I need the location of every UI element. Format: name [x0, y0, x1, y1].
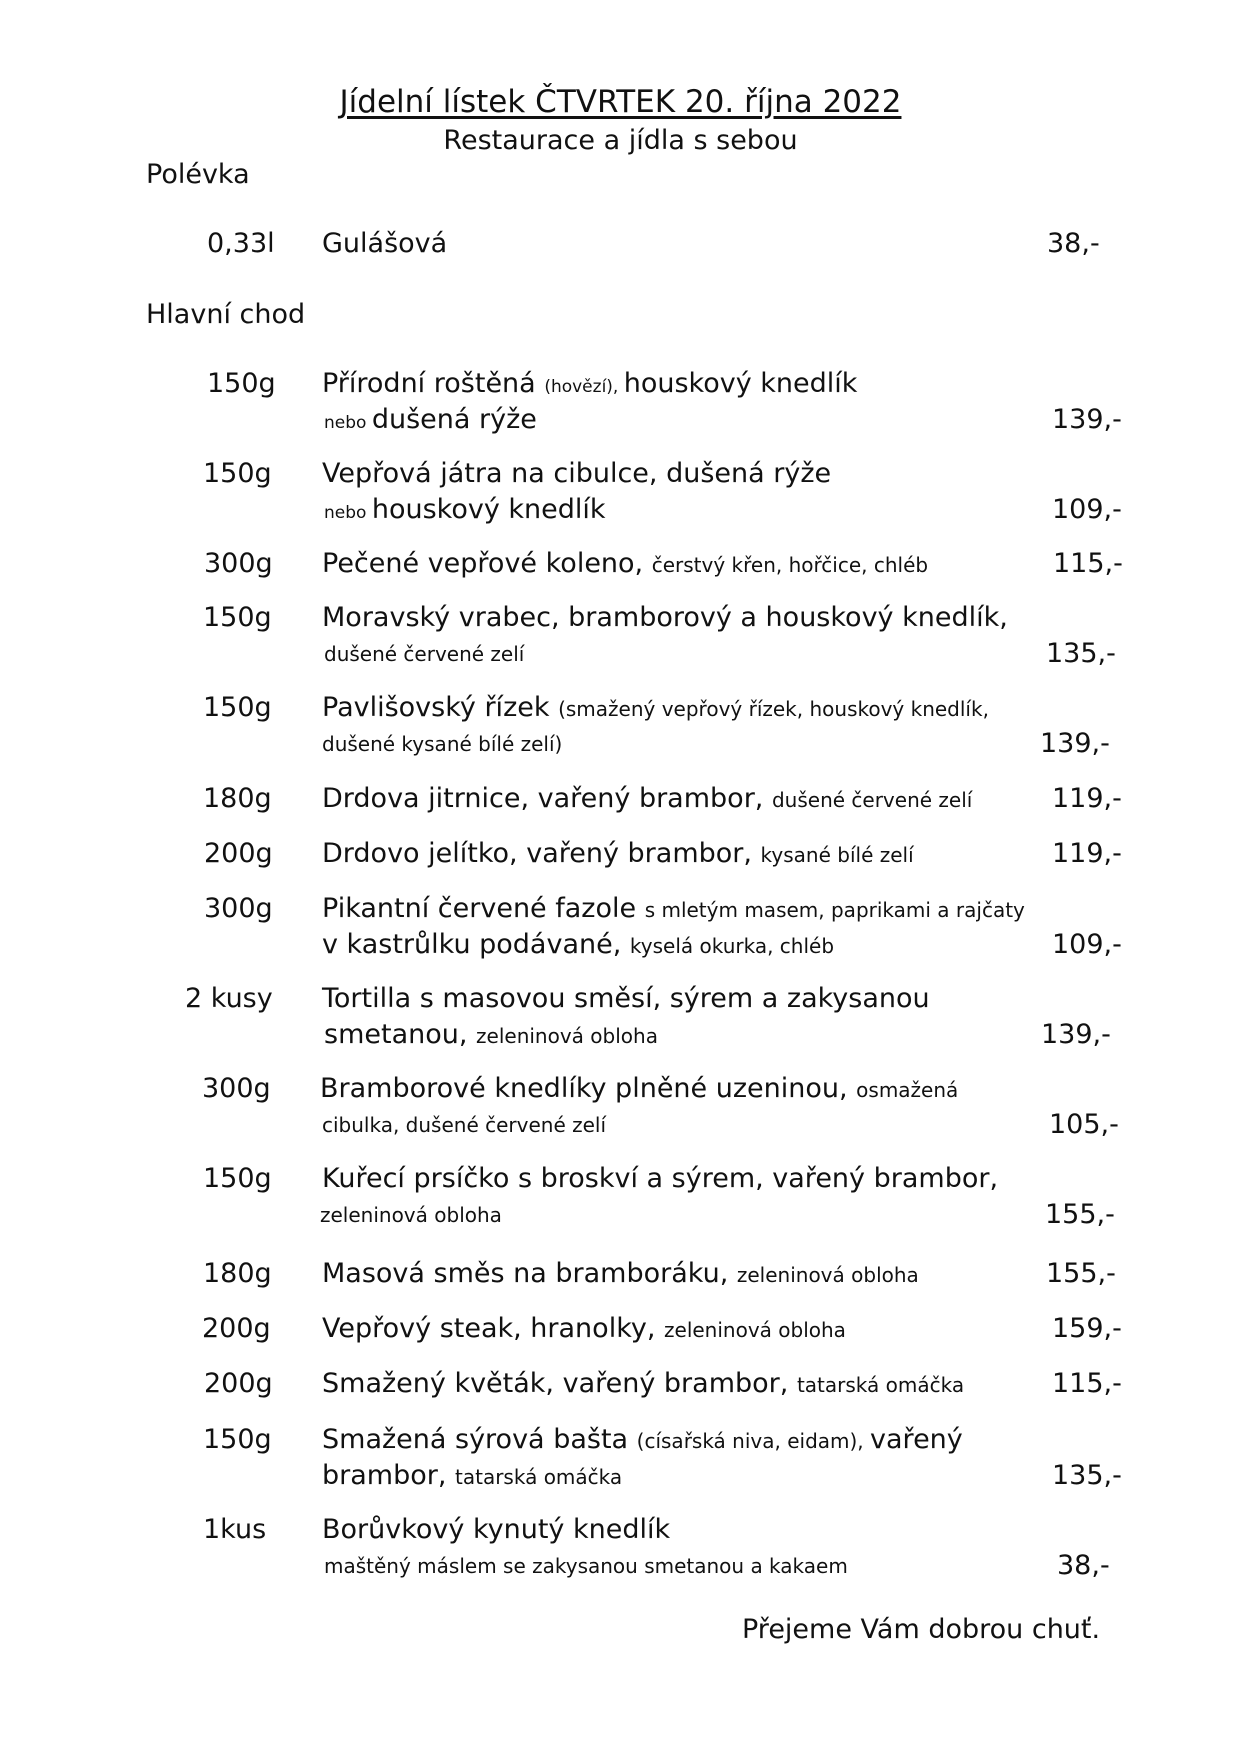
item-text: Vepřová játra na cibulce, dušená rýže [322, 458, 832, 489]
item-qty: 2 kusy [185, 983, 273, 1014]
item-note: zeleninová obloha [320, 1203, 502, 1227]
item-line1 [322, 891, 1025, 930]
item-note: zeleninová obloha [736, 1263, 919, 1287]
item-note: tatarská omáčka [455, 1465, 623, 1489]
item-note: kysané bílé zelí [760, 843, 914, 867]
item-text: Moravský vrabec, bramborový a houskový knedlík, [322, 602, 1008, 633]
item-price: 135,- [1052, 1460, 1122, 1491]
item-qty: 200g [204, 1368, 273, 1399]
item-price: 139,- [1052, 404, 1122, 435]
menu-title: Jídelní lístek ČTVRTEK 20. října 2022 [339, 84, 902, 120]
item-qty: 1kus [203, 1514, 267, 1545]
item-text: smetanou, [324, 1019, 477, 1050]
closing-wish: Přejeme Vám dobrou chuť. [742, 1614, 1101, 1645]
item-note: (císařská niva, eidam), [636, 1429, 871, 1453]
item-text: Vepřový steak, hranolky, [322, 1313, 665, 1344]
item-text: v kastrůlku podávané, [322, 929, 630, 960]
item-price: 109,- [1052, 929, 1122, 960]
item-text: Přírodní roštěná [322, 368, 545, 399]
item-name: Gulášová [322, 228, 448, 259]
item-text: vařený [870, 1424, 963, 1455]
item-price: 155,- [1046, 1258, 1116, 1289]
item-line1 [322, 836, 914, 875]
section-main: Hlavní chod [146, 299, 306, 330]
item-line2 [324, 1548, 848, 1586]
item-text: Tortilla s masovou směsí, sýrem a zakysanou [322, 983, 930, 1014]
item-qty: 180g [203, 1258, 272, 1289]
item-note: tatarská omáčka [796, 1373, 965, 1397]
item-qty: 200g [202, 1313, 271, 1344]
item-line2 [322, 1458, 622, 1497]
item-note: dušené kysané bílé zelí) [322, 732, 563, 756]
item-price: 38,- [1047, 228, 1100, 259]
item-line1 [322, 1311, 846, 1350]
item-note: osmažená [856, 1078, 959, 1102]
item-line1 [322, 781, 972, 820]
item-note: zeleninová obloha [476, 1024, 658, 1048]
item-line1 [322, 1422, 963, 1461]
item-note: dušené červené zelí [324, 642, 525, 666]
item-line2 [324, 492, 606, 531]
item-note: (hovězí), [544, 377, 624, 397]
item-note: nebo [324, 413, 372, 433]
item-line2 [324, 1017, 658, 1056]
item-text: houskový knedlík [371, 494, 606, 525]
item-note: zeleninová obloha [664, 1318, 846, 1342]
item-line1 [322, 1512, 670, 1551]
item-qty: 150g [203, 458, 272, 489]
item-price: 119,- [1052, 838, 1122, 869]
item-text: dušená rýže [371, 404, 537, 435]
item-text: Smažená sýrová bašta [322, 1424, 637, 1455]
item-line1 [322, 456, 831, 495]
item-qty: 200g [204, 838, 273, 869]
item-text: Kuřecí prsíčko s broskví a sýrem, vařený brambor, [322, 1163, 999, 1194]
item-line1 [322, 690, 989, 729]
item-text: houskový knedlík [623, 368, 858, 399]
item-qty: 300g [204, 893, 273, 924]
item-text: Masová směs na bramboráku, [322, 1258, 737, 1289]
item-line1 [322, 1366, 964, 1405]
item-price: 139,- [1041, 1019, 1111, 1050]
item-price: 155,- [1045, 1199, 1115, 1230]
item-text: Pikantní červené fazole [322, 893, 645, 924]
item-line2 [322, 1107, 606, 1145]
item-qty: 150g [203, 692, 272, 723]
item-text: Pavlišovský řízek [322, 692, 559, 723]
item-price: 159,- [1052, 1313, 1122, 1344]
item-price: 135,- [1046, 638, 1116, 669]
item-text: Drdovo jelítko, vařený brambor, [322, 838, 761, 869]
item-line1 [322, 366, 857, 405]
item-line2 [320, 1197, 502, 1235]
item-note: cibulka, dušené červené zelí [322, 1113, 607, 1137]
item-line1 [322, 1256, 919, 1295]
item-text: Smažený květák, vařený brambor, [322, 1368, 797, 1399]
item-line1 [320, 1071, 958, 1110]
menu-subtitle: Restaurace a jídla s sebou [443, 125, 798, 156]
item-price: 38,- [1057, 1550, 1110, 1581]
item-qty: 150g [203, 602, 272, 633]
item-price: 115,- [1053, 548, 1123, 579]
item-line1 [322, 600, 1008, 639]
item-note: s mletým masem, paprikami a rajčaty [644, 898, 1025, 922]
item-qty: 300g [202, 1073, 271, 1104]
item-text: Borůvkový kynutý knedlík [322, 1514, 671, 1545]
item-price: 105,- [1049, 1109, 1119, 1140]
item-qty: 180g [203, 783, 272, 814]
item-line2 [322, 726, 562, 764]
item-line1 [322, 1161, 998, 1200]
item-qty: 150g [203, 1163, 272, 1194]
item-note: (smažený vepřový řízek, houskový knedlík, [558, 697, 989, 721]
item-text: Bramborové knedlíky plněné uzeninou, [320, 1073, 857, 1104]
item-line1 [322, 981, 930, 1020]
item-qty: 0,33l [207, 228, 275, 259]
item-price: 139,- [1040, 728, 1110, 759]
item-text: Pečené vepřové koleno, [322, 548, 652, 579]
item-price: 119,- [1052, 783, 1122, 814]
item-price: 115,- [1052, 1368, 1122, 1399]
item-price: 109,- [1052, 494, 1122, 525]
item-note: nebo [324, 503, 372, 523]
item-qty: 150g [207, 368, 276, 399]
item-line2 [322, 927, 834, 966]
item-line2 [324, 402, 537, 441]
item-note: maštěný máslem se zakysanou smetanou a kakaem [324, 1554, 848, 1578]
item-line1 [322, 546, 928, 585]
item-qty: 300g [204, 548, 273, 579]
item-text: brambor, [322, 1460, 456, 1491]
section-soup: Polévka [146, 159, 250, 190]
item-note: dušené červené zelí [771, 788, 973, 812]
item-note: kyselá okurka, chléb [629, 934, 835, 958]
item-line2 [324, 636, 524, 674]
item-qty: 150g [203, 1424, 272, 1455]
item-text: Drdova jitrnice, vařený brambor, [322, 783, 772, 814]
item-note: čerstvý křen, hořčice, chléb [651, 553, 929, 577]
